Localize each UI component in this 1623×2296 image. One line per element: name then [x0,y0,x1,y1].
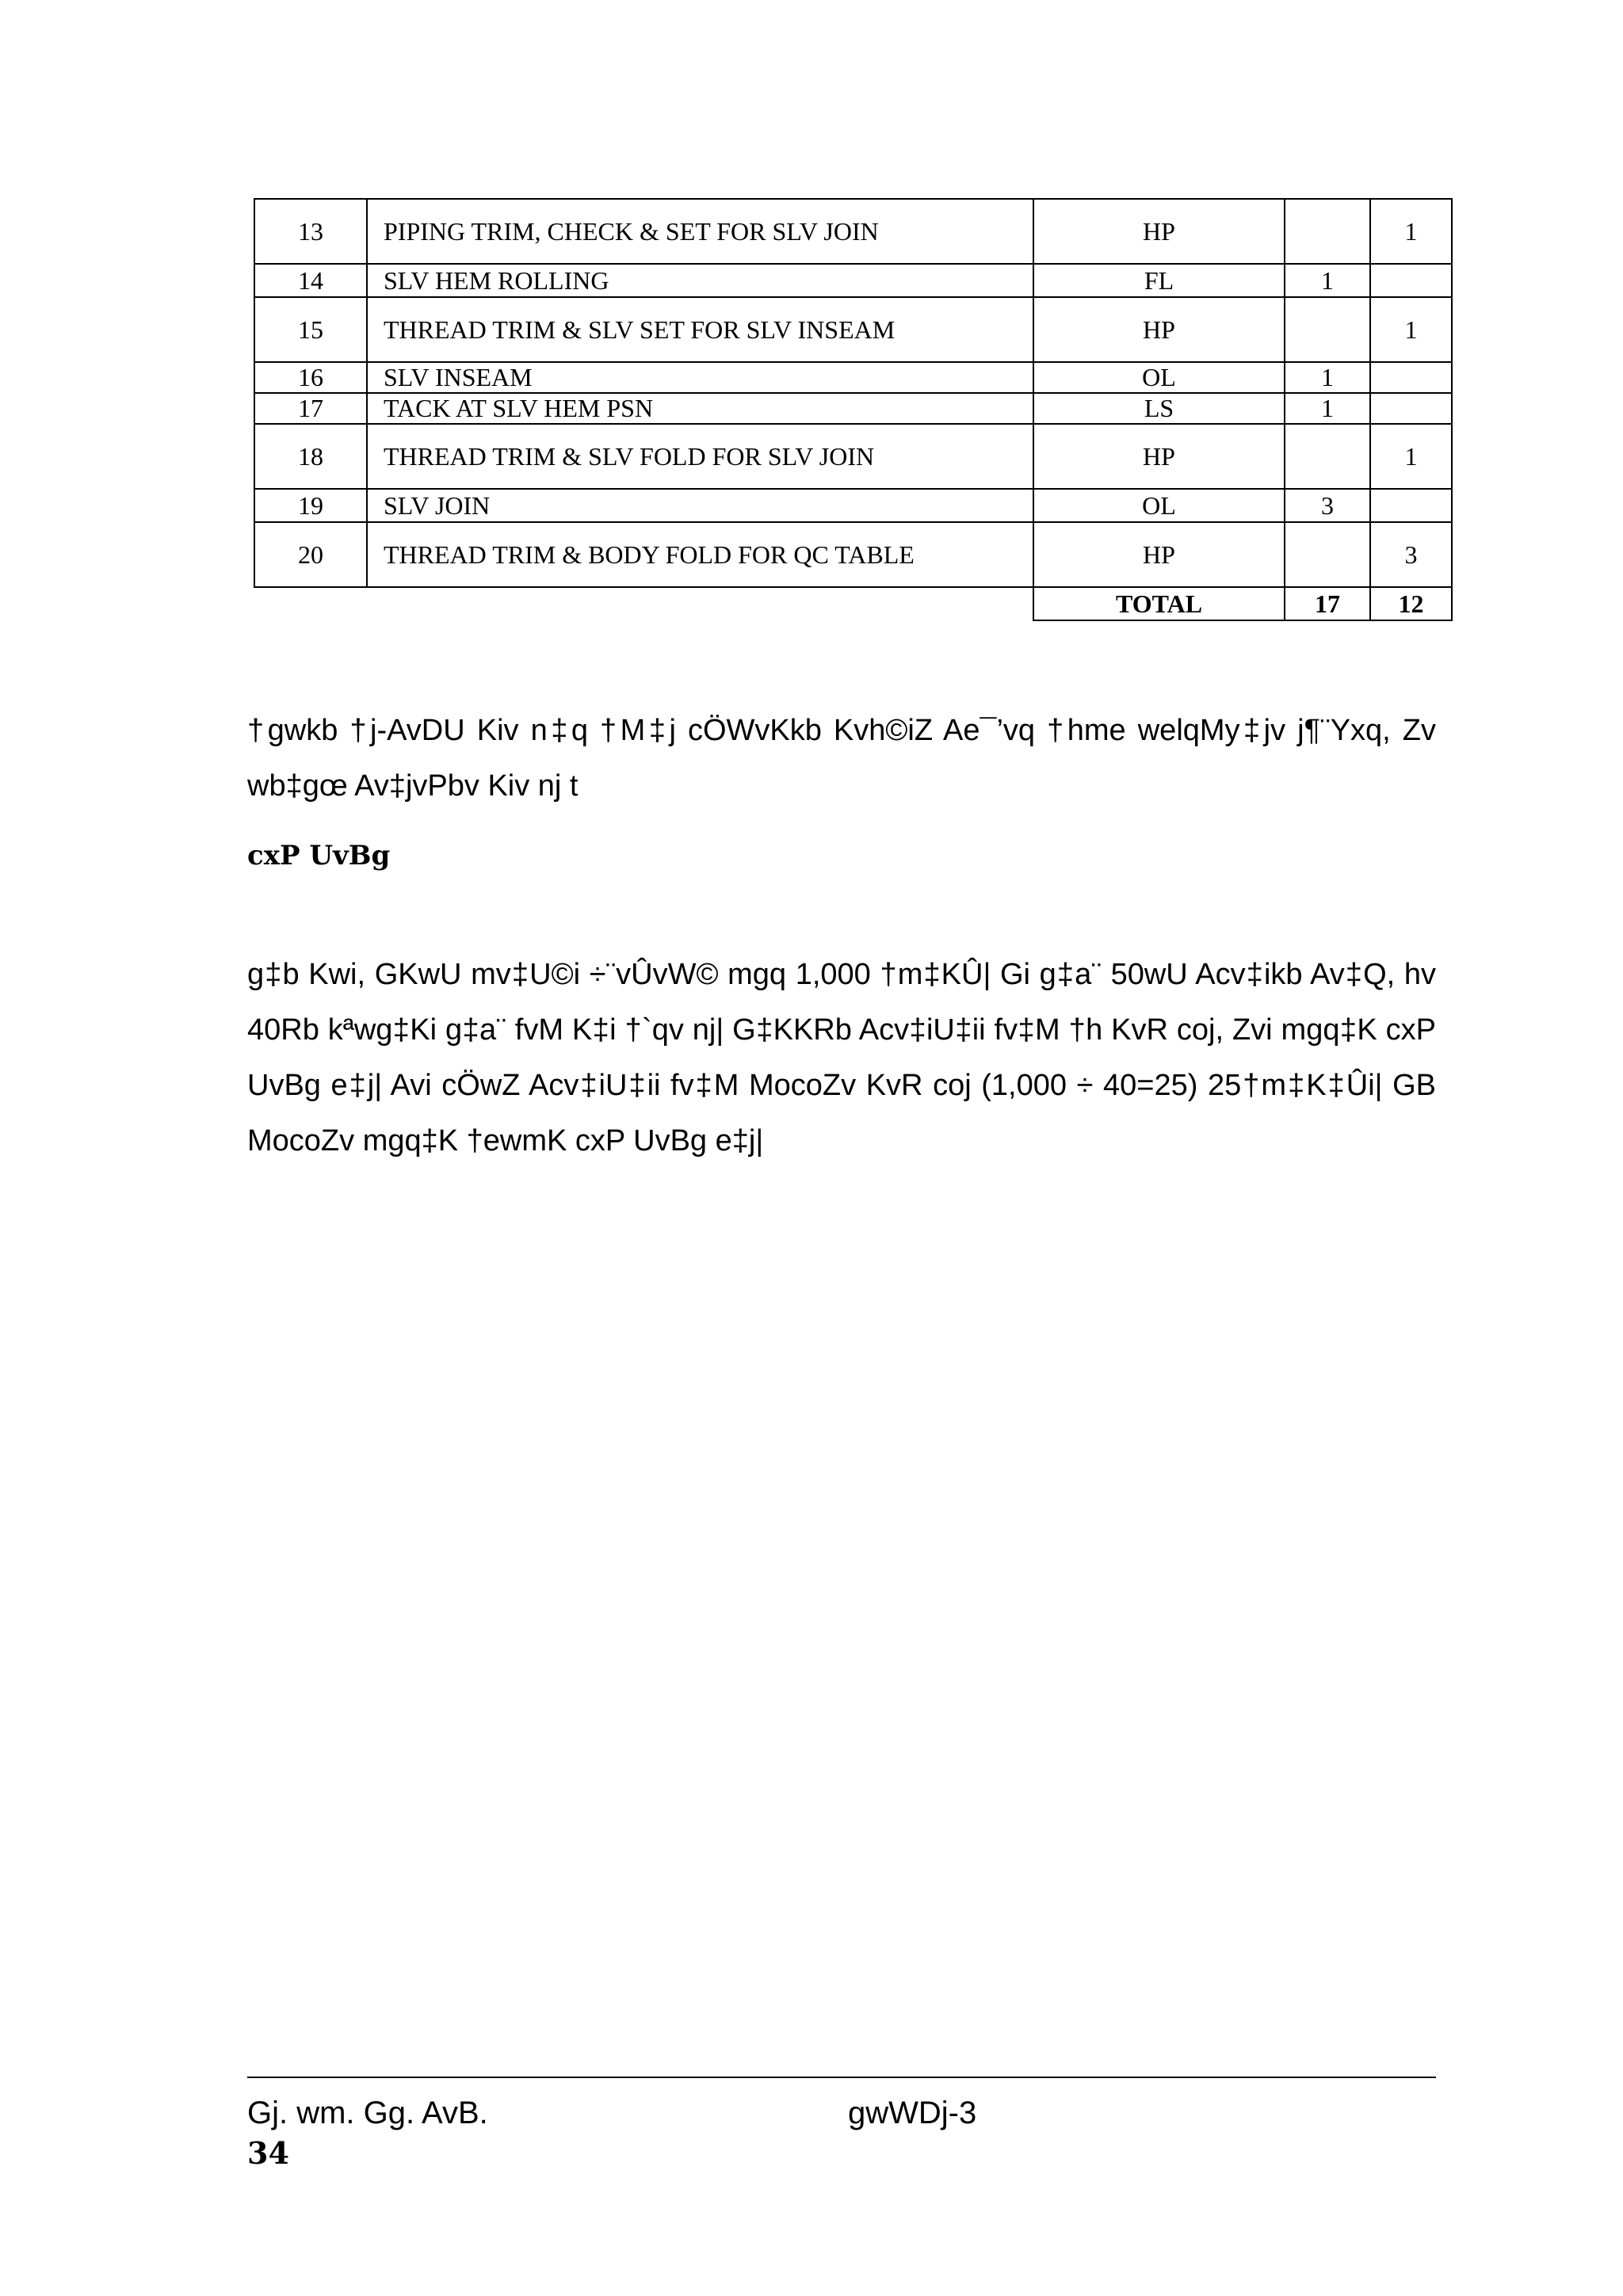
operations-table-body [254,199,1452,620]
operation-cell: THREAD TRIM & SLV SET FOR SLV INSEAM [367,297,1033,362]
table-row [254,264,1452,297]
body-paragraph: g‡b Kwi, GKwU mv‡U©i ÷¨vÛvW© mgq 1,000 †m‡KÛ| Gi g‡a¨ 50wU Acv‡ikb Av‡Q, hv 40Rb kªwg‡Ki g‡a¨ fvM K‡i †`qv nj| G‡KKRb Acv‡iU‡ii fv‡M †h KvR coj, Zvi mgq‡K cxP UvBg e‡j| Avi cÖwZ Acv‡iU‡ii fv‡M MocoZv KvR coj (1,000 ÷ 40=25) 25†m‡K‡Ûi| GB MocoZv mgq‡K †ewmK cxP UvBg e‡j| [247,958,1436,1158]
operation-cell: THREAD TRIM & BODY FOLD FOR QC TABLE [367,522,1033,587]
machine-cell: HP [1033,424,1285,489]
total-operator-count: 17 [1285,587,1370,620]
operator-count-cell [1285,522,1370,587]
footer-institution: Gj. wm. Gg. AvB. [247,2096,488,2130]
serial-number-cell: 16 [254,362,367,393]
helper-count-cell: 1 [1370,424,1452,489]
table-row [254,199,1452,264]
machine-cell: HP [1033,199,1285,264]
operation-cell: THREAD TRIM & SLV FOLD FOR SLV JOIN [367,424,1033,489]
table-row [254,424,1452,489]
serial-number-cell: 19 [254,489,367,522]
operator-count-cell [1285,424,1370,489]
footer-module: gwWDj-3 [848,2096,977,2130]
serial-number-cell: 15 [254,297,367,362]
serial-number-cell: 18 [254,424,367,489]
total-label: TOTAL [1033,587,1285,620]
serial-number-cell: 17 [254,393,367,424]
serial-number-cell: 13 [254,199,367,264]
serial-number-cell: 20 [254,522,367,587]
machine-cell: OL [1033,362,1285,393]
operation-cell: SLV JOIN [367,489,1033,522]
operator-count-cell: 1 [1285,264,1370,297]
section-heading: cxP UvBg [247,840,391,871]
machine-cell: HP [1033,522,1285,587]
machine-cell: LS [1033,393,1285,424]
helper-count-cell: 1 [1370,297,1452,362]
operations-table [254,198,1453,621]
helper-count-cell [1370,393,1452,424]
operation-cell: TACK AT SLV HEM PSN [367,393,1033,424]
machine-cell: HP [1033,297,1285,362]
serial-number-cell: 14 [254,264,367,297]
table-row [254,362,1452,393]
operator-count-cell: 1 [1285,393,1370,424]
machine-cell: FL [1033,264,1285,297]
helper-count-cell: 3 [1370,522,1452,587]
page-number: 34 [247,2135,289,2171]
operation-cell: SLV INSEAM [367,362,1033,393]
operator-count-cell: 1 [1285,362,1370,393]
helper-count-cell [1370,489,1452,522]
empty-cell [367,587,1033,620]
helper-count-cell [1370,264,1452,297]
operator-count-cell: 3 [1285,489,1370,522]
helper-count-cell [1370,362,1452,393]
footer-divider [247,2077,1436,2078]
operation-cell: PIPING TRIM, CHECK & SET FOR SLV JOIN [367,199,1033,264]
operator-count-cell [1285,199,1370,264]
operation-cell: SLV HEM ROLLING [367,264,1033,297]
helper-count-cell: 1 [1370,199,1452,264]
table-row [254,522,1452,587]
operator-count-cell [1285,297,1370,362]
empty-cell [254,587,367,620]
table-row [254,489,1452,522]
intro-paragraph: †gwkb †j-AvDU Kiv n‡q †M‡j cÖWvKkb Kvh©iZ Ae¯’vq †hme welqMy‡jv j¶¨Yxq, Zv wb‡gœ Av‡jvPbv Kiv nj t [247,714,1436,803]
table-row [254,297,1452,362]
total-row [254,587,1452,620]
machine-cell: OL [1033,489,1285,522]
total-helper-count: 12 [1370,587,1452,620]
table-row [254,393,1452,424]
